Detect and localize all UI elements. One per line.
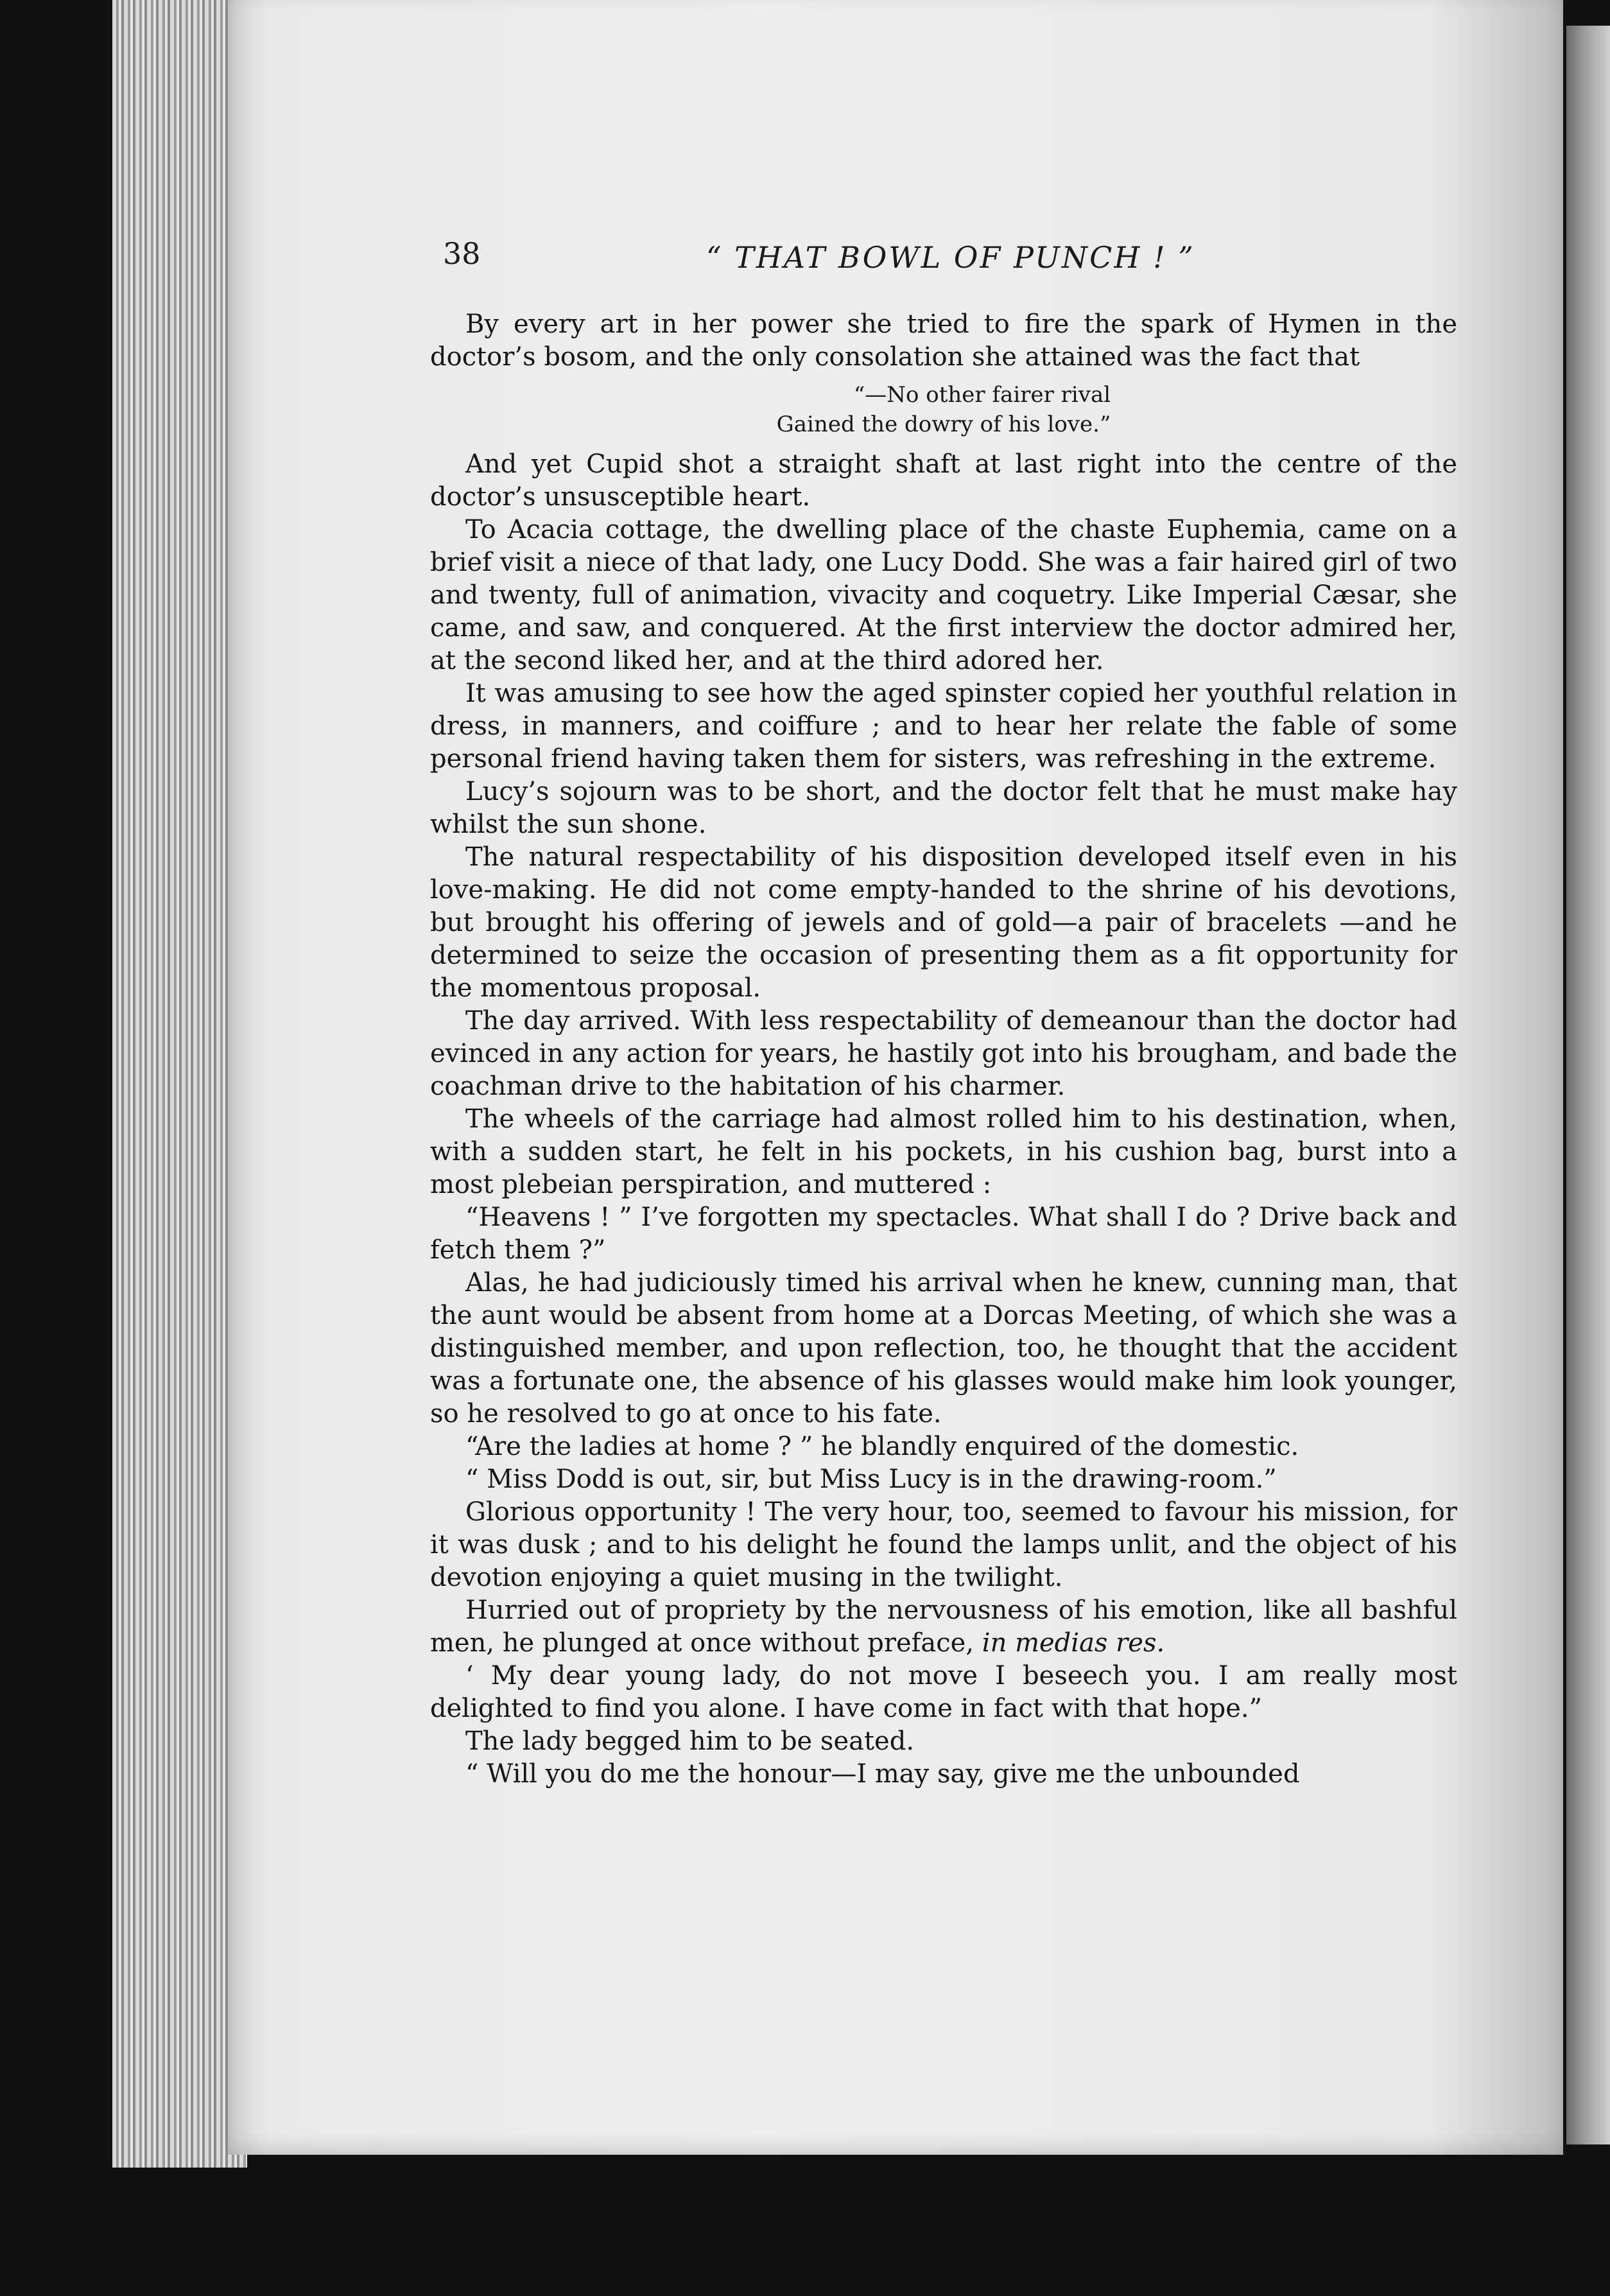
quote-line: “—No other fairer rival	[853, 382, 1111, 408]
paragraph: “ Miss Dodd is out, sir, but Miss Lucy is in the drawing-room.”	[465, 1465, 1277, 1494]
paragraph: And yet Cupid shot a straight shaft at last right into the centre of the doctor’s unsusceptible heart.	[430, 449, 1457, 512]
paragraph: The day arrived. With less respectability of demeanour than the doctor had evinced in any action for years, he hastily got into his brougham, and bade the coachman drive to the habitation of his charmer.	[430, 1006, 1457, 1101]
paragraph: “Heavens ! ” I’ve forgotten my spectacles. What shall I do ? Drive back and fetch them ?”	[430, 1203, 1457, 1265]
running-head: “ THAT BOWL OF PUNCH ! ”	[706, 240, 1195, 275]
paragraph-text: Hurried out of propriety by the nervousness of his emotion, like all bashful men, he plunged at once without preface,	[430, 1596, 1457, 1658]
paragraph: Lucy’s sojourn was to be short, and the doctor felt that he must make hay whilst the sun shone.	[430, 777, 1457, 839]
paragraph: It was amusing to see how the aged spinster copied her youthful relation in dress, in manners, and coiffure ; and to hear her relate the fable of some personal friend having taken them for sisters, was refreshing in the extreme.	[430, 679, 1457, 774]
quote-line: Gained the dowry of his love.”	[776, 412, 1111, 437]
paragraph: ‘ My dear young lady, do not move I beseech you. I am really most delighted to find you alone. I have come in fact with that hope.”	[430, 1661, 1457, 1723]
book-spine-shadow	[1566, 26, 1610, 2144]
paragraph: “ Will you do me the honour—I may say, give me the unbounded	[465, 1759, 1300, 1789]
verse-quote	[430, 380, 1457, 439]
paragraph: To Acacia cottage, the dwelling place of the chaste Euphemia, came on a brief visit a niece of that lady, one Lucy Dodd. She was a fair haired girl of two and twenty, full of animation, vivacity and coquetry. Like Imperial Cæsar, she came, and saw, and conquered. At the first interview the doctor admired her, at the second liked her, and at the third adored her.	[430, 515, 1457, 675]
paragraph: By every art in her power she tried to fire the spark of Hymen in the doctor’s bosom, and the only consolation she attained was the fact that	[430, 309, 1457, 372]
paragraph: Glorious opportunity ! The very hour, too, seemed to favour his mission, for it was dusk ; and to his delight he found the lamps unlit, and the object of his devotion enjoying a quiet musing in the twilight.	[430, 1497, 1457, 1592]
italic-phrase: in medias res.	[982, 1628, 1165, 1658]
page-number: 38	[443, 236, 481, 271]
paragraph	[430, 1594, 1457, 1660]
book-page-edges	[112, 0, 247, 2168]
paragraph: “Are the ladies at home ? ” he blandly enquired of the domestic.	[465, 1432, 1299, 1461]
page-body	[430, 308, 1457, 1791]
paragraph: The natural respectability of his disposition developed itself even in his love-making. He did not come empty-handed to the shrine of his devotions, but brought his offering of jewels and of gold—a pair of bracelets —and he determined to seize the occasion of presenting them as a fit opportunity for the momentous proposal.	[430, 842, 1457, 1003]
paragraph: Alas, he had judiciously timed his arrival when he knew, cunning man, that the aunt would be absent from home at a Dorcas Meeting, of which she was a distinguished member, and upon reflection, too, he thought that the accident was a fortunate one, the absence of his glasses would make him look younger, so he resolved to go at once to his fate.	[430, 1268, 1457, 1429]
paragraph: The wheels of the carriage had almost rolled him to his destination, when, with a sudden start, he felt in his pockets, in his cushion bag, burst into a most plebeian perspiration, and muttered :	[430, 1104, 1457, 1199]
page-header	[443, 236, 1457, 294]
paragraph: The lady begged him to be seated.	[465, 1726, 915, 1756]
